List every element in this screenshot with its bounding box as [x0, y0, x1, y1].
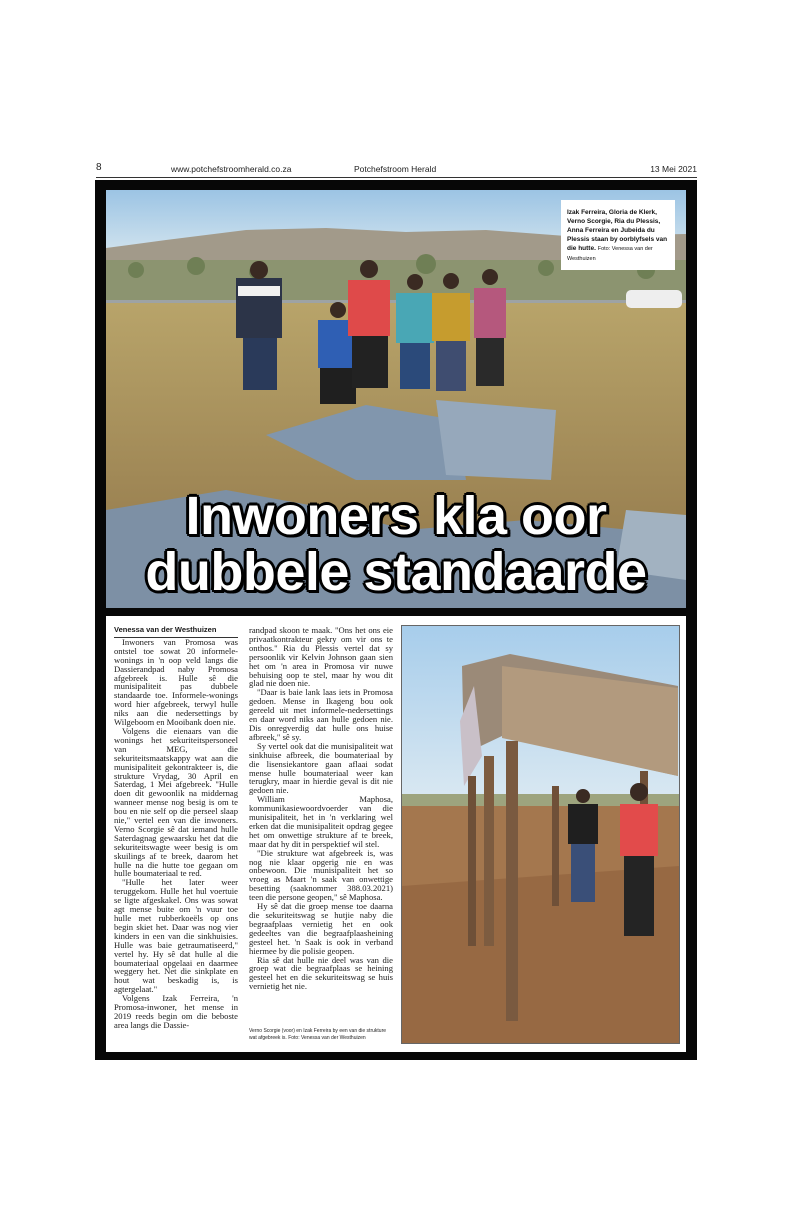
article-column-2 — [249, 626, 393, 991]
headline — [106, 488, 686, 600]
page-number: 8 — [96, 162, 102, 173]
headline-line-2: dubbele standaarde — [145, 542, 647, 602]
second-photo — [401, 625, 680, 1044]
hero-caption — [561, 200, 675, 270]
publication-name: Potchefstroom Herald — [354, 164, 437, 174]
paragraph: "Die strukture wat afgebreek is, was nog nie klaar opgerig nie en was onbewoon. Die munisipaliteit het so vroeg as Maart 'n saak van onwettige besetting (saaknommer 388.03.2021) teen die persone geopen," sê Maphosa. — [249, 847, 393, 903]
paragraph: randpad skoon te maak. "Ons het ons eie privaatkontrakteur gekry om vir ons te onthos." Ria du Plessis vertel dat sy persoonlik vir Kelvin Johnson gaan sien het om 'n area in Promosa vir nuwe behuising oop te stel, maar hy wou dit glad nie doen nie. — [249, 625, 393, 689]
paragraph: "Daar is baie lank laas iets in Promosa gedoen. Mense in Ikageng bou ook gereeld uit met informele-nedersettings en daar word niks aan hulle gedoen nie. Dis onregverdig dat hulle ons huise afbreek," sê sy. — [249, 687, 393, 742]
page-header — [96, 162, 697, 176]
paragraph: Volgens Izak Ferreira, 'n Promosa-inwoner, het mense in 2019 reeds begin om die beboste area langs die Dassie- — [114, 993, 238, 1030]
paragraph: Inwoners van Promosa was ontstel toe sowat 20 informele-wonings in 'n oop veld langs die Dassierandpad naby Promosa afgebreek is. Hulle sê die munisipaliteit pas dubbele standaarde toe. Informele-wonings word hier afgebreek, terwyl hulle niks aan die nedersettings by Wilgeboom en Mooibank doen nie. — [114, 636, 238, 728]
byline: Venessa van der Westhuizen — [114, 626, 238, 638]
second-photo-credit: Foto: Venessa van der Westhuizen — [288, 1035, 366, 1041]
hero-photo-credit: Foto: Venessa van der Westhuizen — [567, 246, 653, 262]
paragraph: Sy vertel ook dat die munisipaliteit wat sinkhuise afbreek, die boumateriaal by die lisensiekantore gaan aflaai sodat mense hulle boumateriaal weer kan terugkry, maar in hierdie geval is dit nie gedoen nie. — [249, 740, 393, 796]
website-url[interactable]: www.potchefstroomherald.co.za — [171, 164, 292, 174]
paragraph: Volgens die eienaars van die wonings het sekuriteitspersoneel van MEG, die sekuriteitsmaatskappy wat aan die munisipaliteit gekontrakteer is, die strukture Vrydag, 30 April en Saterdag, 1 Mei afgebreek. "Hulle doen dit gewoonlik na middernag wanneer mense nog besig is om te bou en nie self op die perseel slaap nie," vertel een van die inwoners. Verno Scorgie sê dat iemand hulle Saterdagnag gewaarsku het dat die sekuriteitswagte weer besig is om skuilings af te breek, daarom het hulle na die hutte toe gegaan om hulle boumateriaal te red. — [114, 725, 238, 879]
hero-caption-text: Izak Ferreira, Gloria de Klerk, Verno Scorgie, Ria du Plessis, Anna Ferreira en Jubeida du Plessis staan by oorblyfsels van die hutte. — [567, 209, 668, 252]
paragraph: William Maphosa, kommunikasiewoordvoerder van die munisipaliteit, het in 'n verklaring wel erken dat die munisipaliteit opdrag gegee het om onwettige strukture af te breek, maar dat hy dit in perspektief wil stel. — [249, 794, 393, 849]
paragraph: Hy sê dat die groep mense toe daarna die sekuriteitswag se hutjie naby die begraafplaas vernietig het en ook gedeeltes van die begraafplaasheining gesteel het. 'n Saak is ook in verband hiermee by die polisie geopen. — [249, 901, 393, 956]
issue-date: 13 Mei 2021 — [650, 164, 697, 174]
paragraph: "Hulle het later weer teruggekom. Hulle het hul voertuie se ligte afgeskakel. Ons was sowat agt mense buite om 'n vuur toe hulle met rubberkoeëls op ons begin skiet het. Daar was nog vier kinders in een van die sinkhuisies. Hulle was baie getraumatiseerd," vertel hy. Hy sê dat hulle al die boumateriaal opgelaai en daarmee weggery het. Net die sinkplate en hout wat beskadig is, is agtergelaat." — [114, 877, 238, 995]
second-photo-caption — [249, 1028, 395, 1042]
second-photo-caption-text: Verno Scorgie (voor) en Izak Ferreira by een van die strukture wat afgebreek is. — [249, 1028, 387, 1041]
header-rule — [96, 177, 697, 178]
paragraph: Ria sê dat hulle nie deel was van die groep wat die begraafplaas se heining gesteel het en die sekuriteitswag se huis vernietig het nie. — [249, 954, 393, 992]
article-column-1 — [114, 626, 238, 1030]
headline-line-1: Inwoners kla oor — [185, 486, 607, 546]
